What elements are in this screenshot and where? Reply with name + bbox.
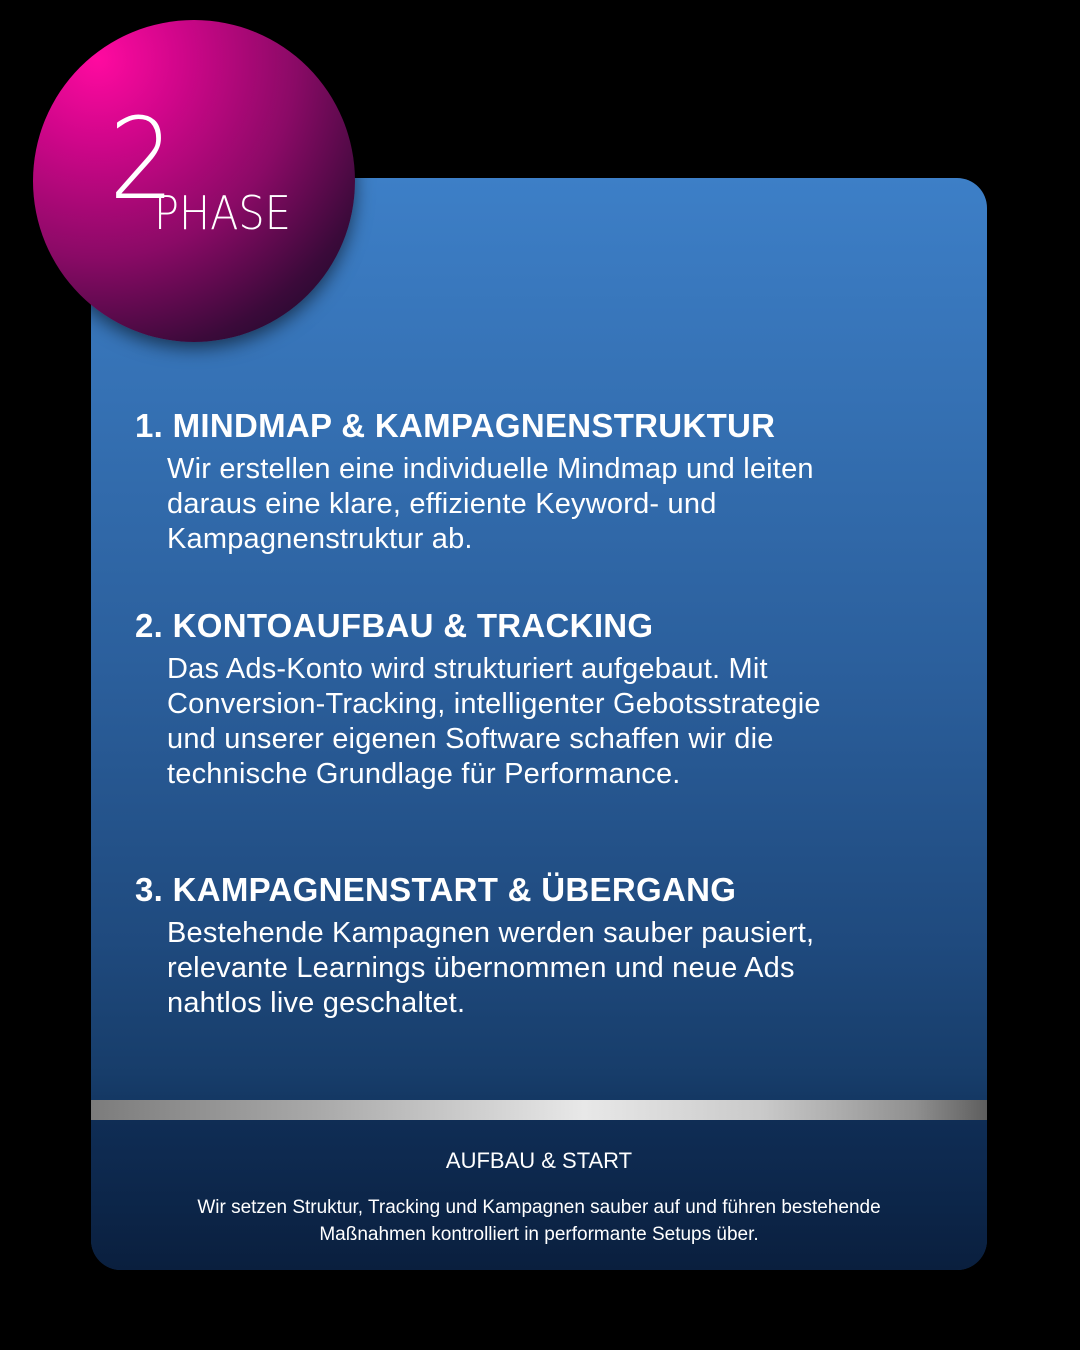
section-text: Das Ads-Konto wird strukturiert aufgebaut. Mit Conversion-Tracking, intelligenter Gebotsstrategie und unserer eigenen Software schaffen wir die technische Grundlage für Performance. (167, 653, 821, 790)
section-mindmap (135, 406, 947, 557)
footer-title: AUFBAU & START (445, 1148, 633, 1173)
section-kampagnenstart (135, 870, 947, 1021)
silver-divider (91, 1100, 987, 1120)
section-title: 1. MINDMAP & KAMPAGNENSTRUKTUR (135, 407, 776, 444)
section-title: 2. KONTOAUFBAU & TRACKING (135, 607, 654, 644)
phase-number: 2 (109, 95, 173, 225)
footer-text: Wir setzen Struktur, Tracking und Kampagnen sauber auf und führen bestehende Maßnahmen kontrolliert in performante Setups über. (197, 1197, 881, 1245)
phase-badge (33, 20, 355, 342)
section-title: 3. KAMPAGNENSTART & ÜBERGANG (135, 871, 737, 908)
section-text: Bestehende Kampagnen werden sauber pausiert, relevante Learnings übernommen und neue Ads nahtlos live geschaltet. (167, 917, 815, 1019)
phase-card (91, 178, 987, 1270)
section-text: Wir erstellen eine individuelle Mindmap und leiten daraus eine klare, effiziente Keyword- und Kampagnenstruktur ab. (167, 453, 814, 555)
section-kontoaufbau (135, 606, 947, 792)
phase-label: PHASE (154, 186, 291, 240)
